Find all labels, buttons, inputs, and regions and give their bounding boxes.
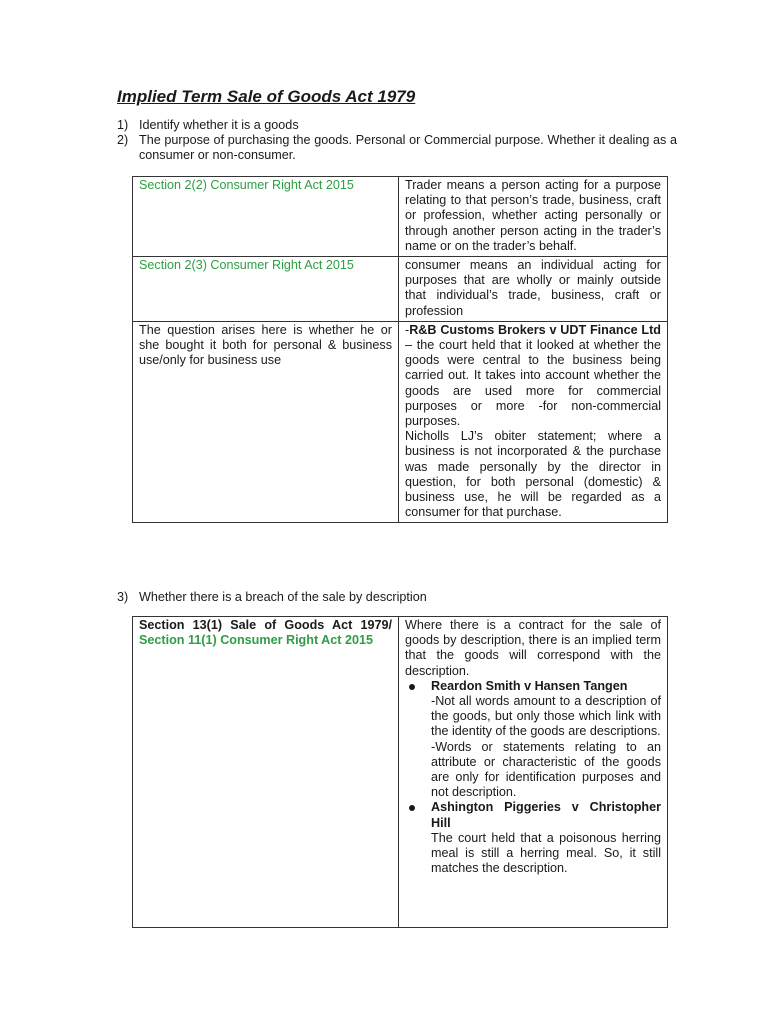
table-cell-question: The question arises here is whether he or she bought it both for personal & business use/only for business use xyxy=(133,321,399,523)
table-cell-section xyxy=(133,617,399,928)
intro-paragraph: Where there is a contract for the sale of goods by description, there is an implied term that the goods will correspond with the description. xyxy=(405,618,661,678)
bullet-icon xyxy=(409,684,415,690)
numbered-list-top xyxy=(117,118,677,164)
table-row xyxy=(133,321,668,523)
list-item xyxy=(117,118,677,133)
table-cell-section xyxy=(133,257,399,322)
table-cell-case xyxy=(399,321,668,523)
table-cell-definition: consumer means an individual acting for purposes that are wholly or mainly outside that individual’s trade, business, craft or profession xyxy=(399,257,668,322)
description-table xyxy=(132,616,668,928)
case-paragraph: -R&B Customs Brokers v UDT Finance Ltd – the court held that it looked at whether the goods were central to the business being carried out. It takes into account whether the goods are used more for commercial purposes or more -for non-commercial purposes. xyxy=(405,322,661,429)
trader-consumer-table xyxy=(132,176,668,523)
list-text: Identify whether it is a goods xyxy=(139,118,299,132)
case-list xyxy=(405,679,661,877)
case-line: -Words or statements relating to an attribute or characteristic of the goods are only for identification purposes and not description. xyxy=(431,739,661,800)
bullet-icon xyxy=(409,805,415,811)
case-name: R&B Customs Brokers v UDT Finance Ltd xyxy=(409,322,661,337)
obiter-paragraph: Nicholls LJ’s obiter statement; where a business is not incorporated & the purchase was made personally by the director in question, for both personal (domestic) & business use, he will be regarded as a consumer for that purchase. xyxy=(405,429,661,520)
list-item xyxy=(431,679,661,801)
table-row xyxy=(133,617,668,928)
case-line: The court held that a poisonous herring meal is still a herring meal. So, it still matches the description. xyxy=(431,830,661,876)
statute-reference: Section 2(2) Consumer Right Act 2015 xyxy=(139,178,354,192)
case-line: -Not all words amount to a description of the goods, but only those which link with the identity of the goods are descriptions. xyxy=(431,694,661,739)
list-item xyxy=(431,800,661,876)
table-cell-explanation xyxy=(399,617,668,928)
table-row xyxy=(133,177,668,257)
list-item xyxy=(117,590,677,605)
statute-reference: Section 2(3) Consumer Right Act 2015 xyxy=(139,258,354,273)
list-number: 2) xyxy=(117,133,129,148)
list-item xyxy=(117,133,677,163)
list-text: Whether there is a breach of the sale by description xyxy=(139,590,427,604)
list-text: The purpose of purchasing the goods. Personal or Commercial purpose. Whether it dealing as a consumer or non-consumer. xyxy=(139,133,677,163)
numbered-list-bottom xyxy=(117,590,677,605)
list-number: 1) xyxy=(117,118,129,132)
statute-reference: Section 13(1) Sale of Goods Act 1979/ xyxy=(139,618,392,632)
statute-reference-green: Section 11(1) Consumer Right Act 2015 xyxy=(139,633,373,648)
table-row xyxy=(133,257,668,322)
table-cell-section xyxy=(133,177,399,257)
case-name: Ashington Piggeries v Christopher Hill xyxy=(431,800,661,830)
page-title: Implied Term Sale of Goods Act 1979 xyxy=(117,87,416,106)
table-cell-definition: Trader means a person acting for a purpose relating to that person’s trade, business, craft or profession, whether acting personally or through another person acting in the trader’s name or on the trader’s behalf. xyxy=(399,177,668,257)
case-name: Reardon Smith v Hansen Tangen xyxy=(431,678,628,693)
list-number: 3) xyxy=(117,590,129,604)
